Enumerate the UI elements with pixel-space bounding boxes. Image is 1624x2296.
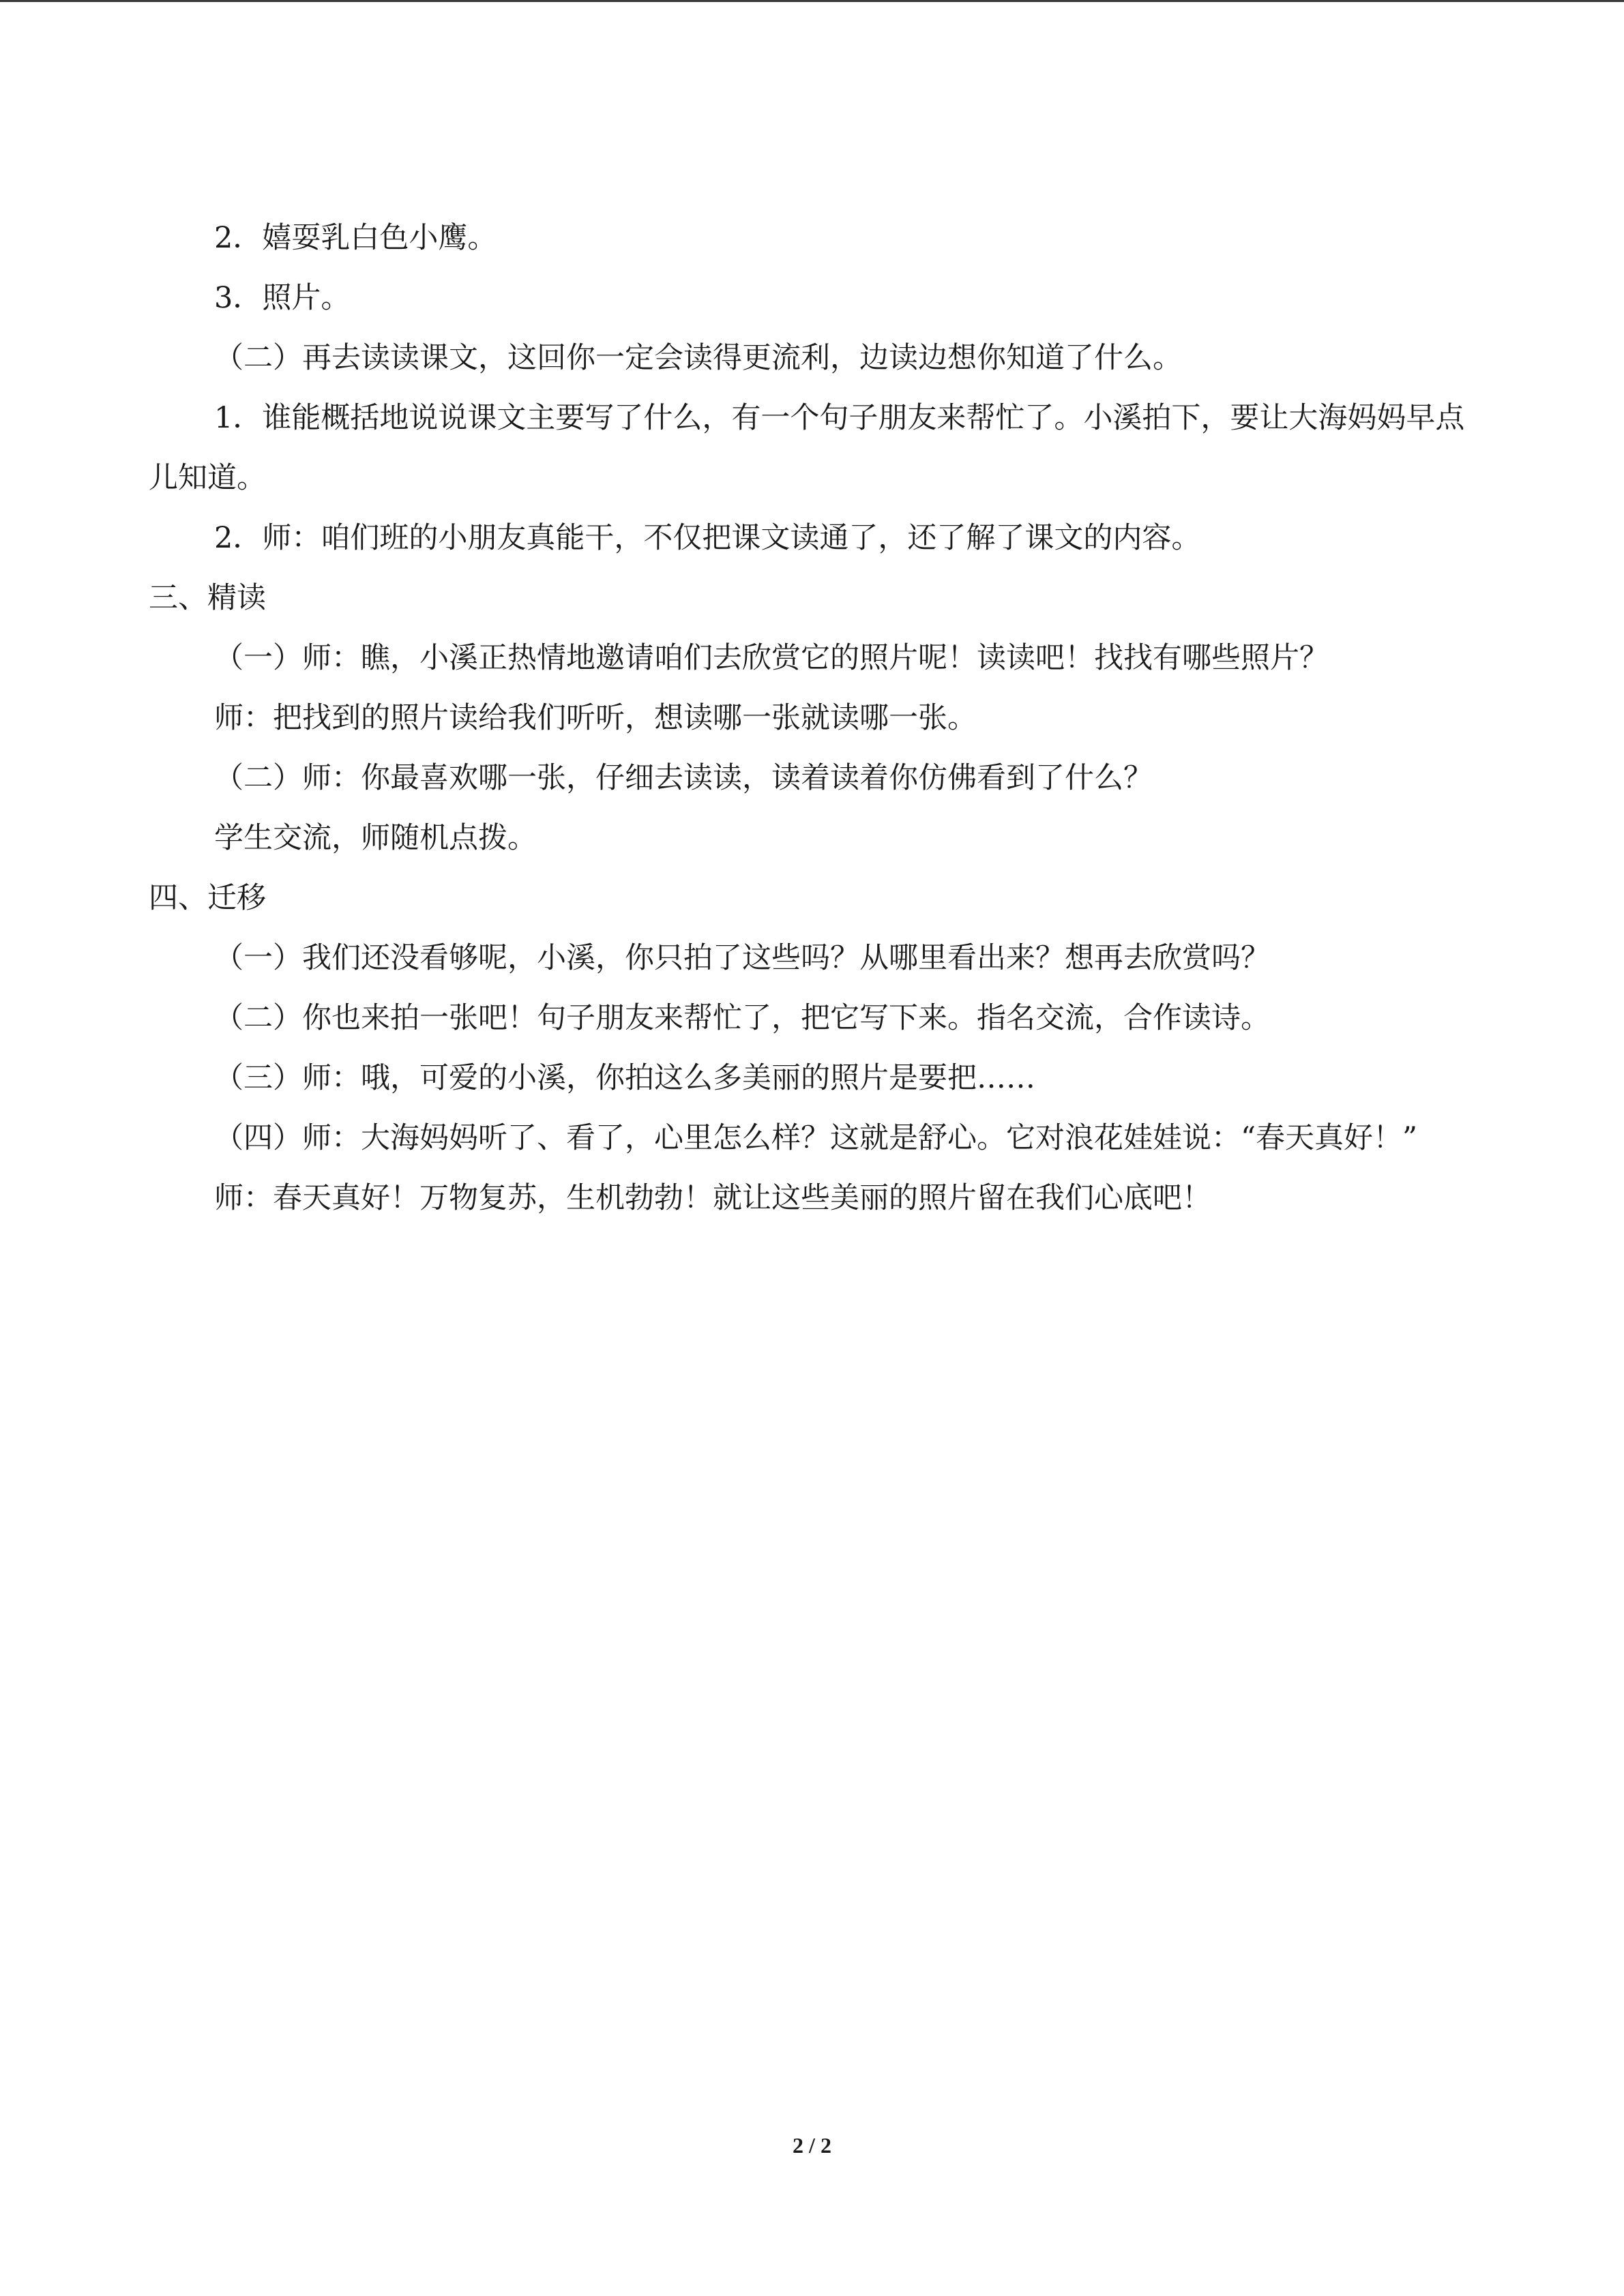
top-border-line [0, 0, 1624, 2]
paragraph-1: 2．嬉耍乳白色小鹰。 [214, 221, 497, 255]
paragraph-10: 学生交流，师随机点拨。 [214, 821, 537, 855]
paragraph-7: （一）师：瞧，小溪正热情地邀请咱们去欣赏它的照片呢！读读吧！找找有哪些照片？ [214, 641, 1329, 675]
paragraph-14: （三）师：哦，可爱的小溪，你拍这么多美丽的照片是要把…… [214, 1061, 1035, 1095]
paragraph-15: （四）师：大海妈妈听了、看了，心里怎么样？这就是舒心。它对浪花娃娃说：“春天真好！” [214, 1121, 1417, 1155]
section-heading-jingdu: 三、精读 [149, 581, 266, 615]
paragraph-16: 师：春天真好！万物复苏，生机勃勃！就让这些美丽的照片留在我们心底吧！ [214, 1181, 1211, 1215]
section-heading-qianyi: 四、迁移 [149, 881, 266, 915]
paragraph-2: 3．照片。 [214, 281, 351, 315]
paragraph-8: 师：把找到的照片读给我们听听，想读哪一张就读哪一张。 [214, 701, 977, 735]
paragraph-9: （二）师：你最喜欢哪一张，仔细去读读，读着读着你仿佛看到了什么？ [214, 761, 1153, 795]
page-number: 2 / 2 [793, 2133, 831, 2158]
paragraph-5: 2．师：咱们班的小朋友真能干，不仅把课文读通了，还了解了课文的内容。 [214, 521, 1201, 555]
paragraph-3: （二）再去读读课文，这回你一定会读得更流利，边读边想你知道了什么。 [214, 341, 1182, 375]
document-body [149, 208, 1475, 1228]
paragraph-13: （二）你也来拍一张吧！句子朋友来帮忙了，把它写下来。指名交流，合作读诗。 [214, 1001, 1270, 1035]
paragraph-4: 1．谁能概括地说说课文主要写了什么，有一个句子朋友来帮忙了。小溪拍下，要让大海妈妈早点儿知道。 [149, 401, 1465, 495]
paragraph-12: （一）我们还没看够呢，小溪，你只拍了这些吗？从哪里看出来？想再去欣赏吗？ [214, 941, 1270, 975]
